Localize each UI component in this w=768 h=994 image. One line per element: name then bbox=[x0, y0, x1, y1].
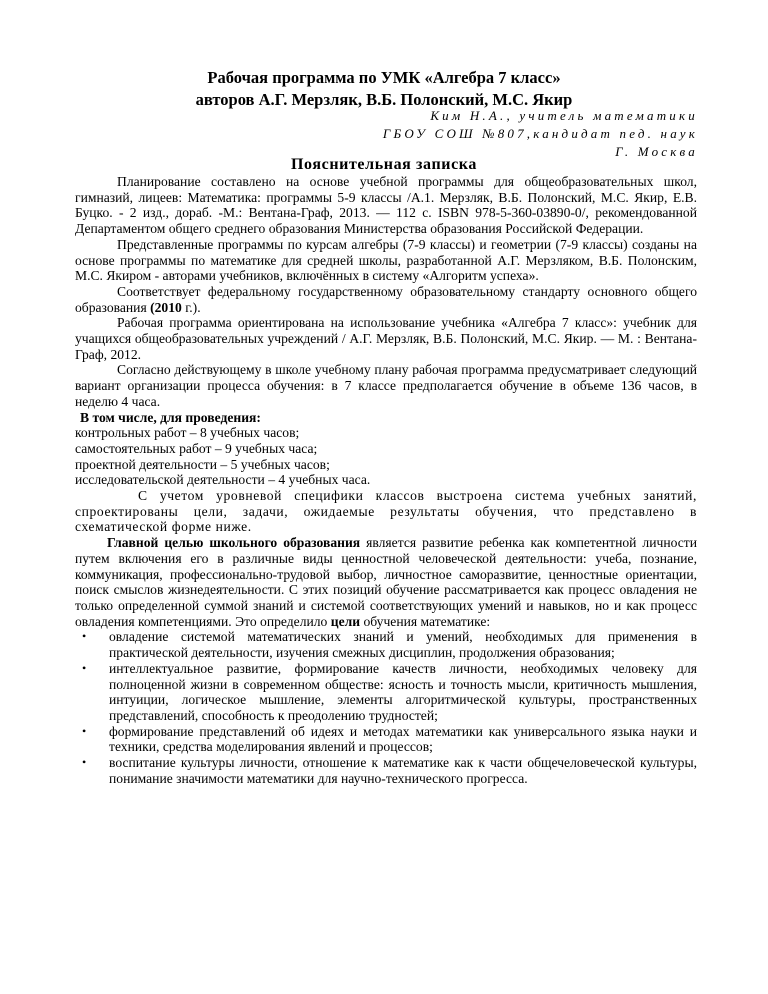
paragraph-programs: Представленные программы по курсам алгебры (7-9 классы) и геометрии (7-9 классы) созданы на основе программы по математике для средней школы, разработанной А.Г. Мерзляком, В.Б. Полонским, М.С. Якиром - авторами учебников, включённых в систему «Алгоритм успеха». bbox=[75, 236, 697, 284]
goal-item: • формирование представлений об идеях и методах математики как универсального языка науки и техники, средства моделирования явлений и процессов; bbox=[82, 723, 697, 755]
paragraph-standard: Соответствует федеральному государственному образовательному стандарту основного общего образования (2010 г.). bbox=[75, 283, 697, 315]
document-title-line-2: авторов А.Г. Мерзляк, В.Б. Полонский, М.С. Якир bbox=[195, 90, 573, 109]
bullet-icon: • bbox=[82, 755, 87, 770]
author-city: Г. Москва bbox=[615, 144, 698, 159]
goals-list bbox=[75, 629, 697, 786]
including-heading: В том числе, для проведения: bbox=[80, 409, 261, 425]
paragraph-levels: С учетом уровневой специфики классов выстроена система учебных занятий, спроектированы цели, задачи, ожидаемые результаты обучения, что представлено в схематической форме ниже. bbox=[75, 488, 697, 535]
including-item: исследовательской деятельности – 4 учебных часа. bbox=[75, 472, 371, 488]
goal-item: • интеллектуальное развитие, формирование качеств личности, необходимых человеку для полноценной жизни в современном обществе: ясность и точность мысли, критичность мышления, интуиции, логическое мышление, элементы алгоритмической культуры, пространственных представлений, способность к преодолению трудностей; bbox=[82, 660, 697, 723]
goal-item: • овладение системой математических знаний и умений, необходимых для применения в практической деятельности, изучения смежных дисциплин, продолжения образования; bbox=[82, 629, 697, 661]
section-heading: Пояснительная записка bbox=[291, 156, 477, 173]
document-title-line-1: Рабочая программа по УМК «Алгебра 7 класс» bbox=[207, 68, 561, 87]
including-item: проектной деятельности – 5 учебных часов; bbox=[75, 456, 330, 472]
bullet-icon: • bbox=[82, 660, 87, 675]
document-body bbox=[75, 174, 697, 786]
including-item: самостоятельных работ – 9 учебных часа; bbox=[75, 440, 318, 456]
bullet-icon: • bbox=[82, 723, 87, 738]
author-name: Ким Н.А., учитель математики bbox=[430, 108, 698, 123]
paragraph-main-goal: Главной целью школьного образования является развитие ребенка как компетентной личности путем включения его в различные виды ценностной человеческой деятельности: учеба, познание, коммуникация, профессионально-трудовой выбор, личностное саморазвитие, ценностные ориентации, поиск смыслов жизнедеятельности. С этих позиций обучение рассматривается как процесс овладения не только определенной суммой знаний и системой соответствующих умений и навыков, но и как процесс овладения компетенциями. Это определило цели обучения математике: bbox=[75, 535, 697, 629]
author-affiliation: ГБОУ СОШ №807,кандидат пед. наук bbox=[382, 126, 698, 141]
bullet-icon: • bbox=[82, 629, 87, 644]
paragraph-textbook: Рабочая программа ориентирована на использование учебника «Алгебра 7 класс»: учебник для учащихся общеобразовательных учреждений / А.Г. Мерзляк, В.Б. Полонский, М.С. Якир. — М. : Вентана-Граф, 2012. bbox=[75, 315, 697, 362]
paragraph-schedule: Согласно действующему в школе учебному плану рабочая программа предусматривает следующий вариант организации процесса обучения: в 7 классе предполагается обучение в объеме 136 часов, в неделю 4 часа. bbox=[75, 362, 697, 409]
paragraph-planning: Планирование составлено на основе учебной программы для общеобразовательных школ, гимназий, лицеев: Математика: программы 5-9 классы /А.1. Мерзляк, В.Б. Полонский, М.С. Якир, Е.В. Буцко. - 2 изд., дораб. -М.: Вентана-Граф, 2013. — 112 с. ISBN 978-5-360-03890-0/, рекомендованной Департаментом общего среднего образования Министерства образования Российской Федерации. bbox=[75, 174, 697, 237]
including-item: контрольных работ – 8 учебных часов; bbox=[75, 425, 300, 441]
goal-item: • воспитание культуры личности, отношение к математике как к части общечеловеческой культуры, понимание значимости математики для научно-технического прогресса. bbox=[82, 755, 697, 786]
